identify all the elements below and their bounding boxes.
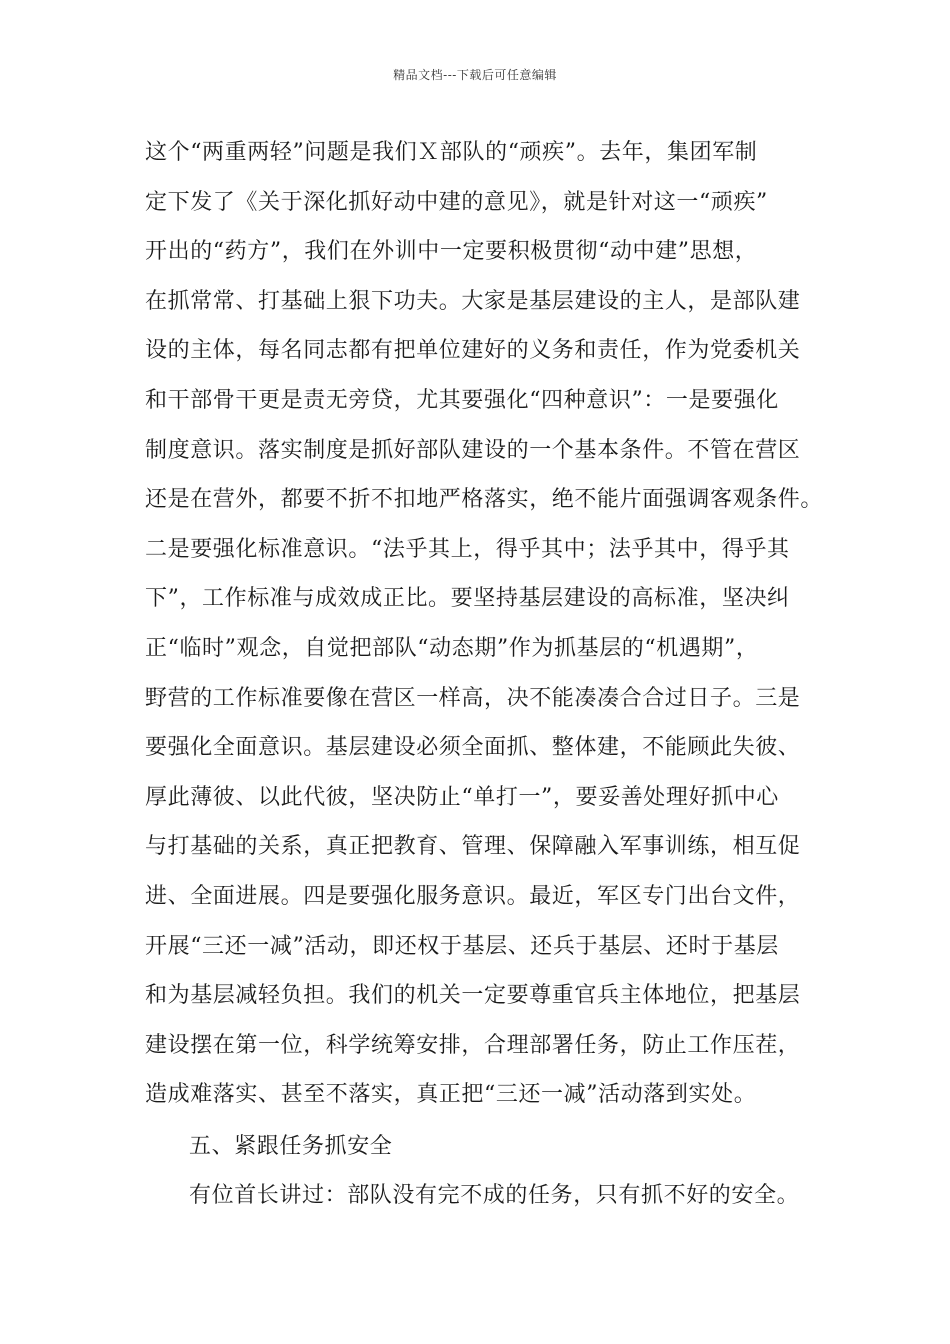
body-line: 这个“两重两轻”问题是我们Ｘ部队的“顽疾”。去年，集团军制 — [145, 140, 758, 165]
body-line: 定下发了《关于深化抓好动中建的意见》，就是针对这一“顽疾” — [145, 189, 768, 215]
body-line: 野营的工作标准要像在营区一样高，决不能凑凑合合过日子。三是 — [145, 685, 801, 711]
body-line: 下”，工作标准与成效成正比。要坚持基层建设的高标准，坚决纠 — [145, 586, 790, 612]
body-line: 厚此薄彼、以此代彼，坚决防止“单打一”，要妥善处理好抓中心 — [145, 784, 779, 810]
page-header: 精品文档---下载后可任意编辑 — [393, 68, 557, 82]
body-line: 制度意识。落实制度是抓好部队建设的一个基本条件。不管在营区 — [145, 437, 801, 463]
body-line: 和干部骨干更是责无旁贷，尤其要强化“四种意识”：一是要强化 — [145, 387, 779, 413]
body-line: 设的主体，每名同志都有把单位建好的义务和责任，作为党委机关 — [145, 338, 801, 364]
body-line: 在抓常常、打基础上狠下功夫。大家是基层建设的主人，是部队建 — [145, 288, 801, 314]
paragraph-first-line: 有位首长讲过：部队没有完不成的任务，只有抓不好的安全。 — [189, 1183, 800, 1209]
body-line: 二是要强化标准意识。“法乎其上，得乎其中；法乎其中，得乎其 — [145, 536, 790, 562]
document-body — [145, 128, 825, 1221]
body-line: 要强化全面意识。基层建设必须全面抓、整体建，不能顾此失彼、 — [145, 735, 801, 761]
body-line: 还是在营外，都要不折不扣地严格落实，绝不能片面强调客观条件。 — [145, 487, 824, 513]
body-line: 造成难落实、甚至不落实，真正把“三还一减”活动落到实处。 — [145, 1082, 757, 1108]
section-heading: 五、紧跟任务抓安全 — [189, 1133, 393, 1159]
body-line: 建设摆在第一位，科学统筹安排，合理部署任务，防止工作压茬， — [145, 1032, 801, 1058]
body-line: 开出的“药方”，我们在外训中一定要积极贯彻“动中建”思想， — [145, 239, 758, 265]
body-line: 进、全面进展。四是要强化服务意识。最近，军区专门出台文件， — [145, 883, 801, 909]
body-line: 与打基础的关系，真正把教育、管理、保障融入军事训练，相互促 — [145, 834, 801, 860]
body-line: 正“临时”观念，自觉把部队“动态期”作为抓基层的“机遇期”， — [145, 635, 759, 661]
body-line: 和为基层减轻负担。我们的机关一定要尊重官兵主体地位，把基层 — [145, 983, 801, 1009]
body-line: 开展“三还一减”活动，即还权于基层、还兵于基层、还时于基层 — [145, 933, 779, 959]
